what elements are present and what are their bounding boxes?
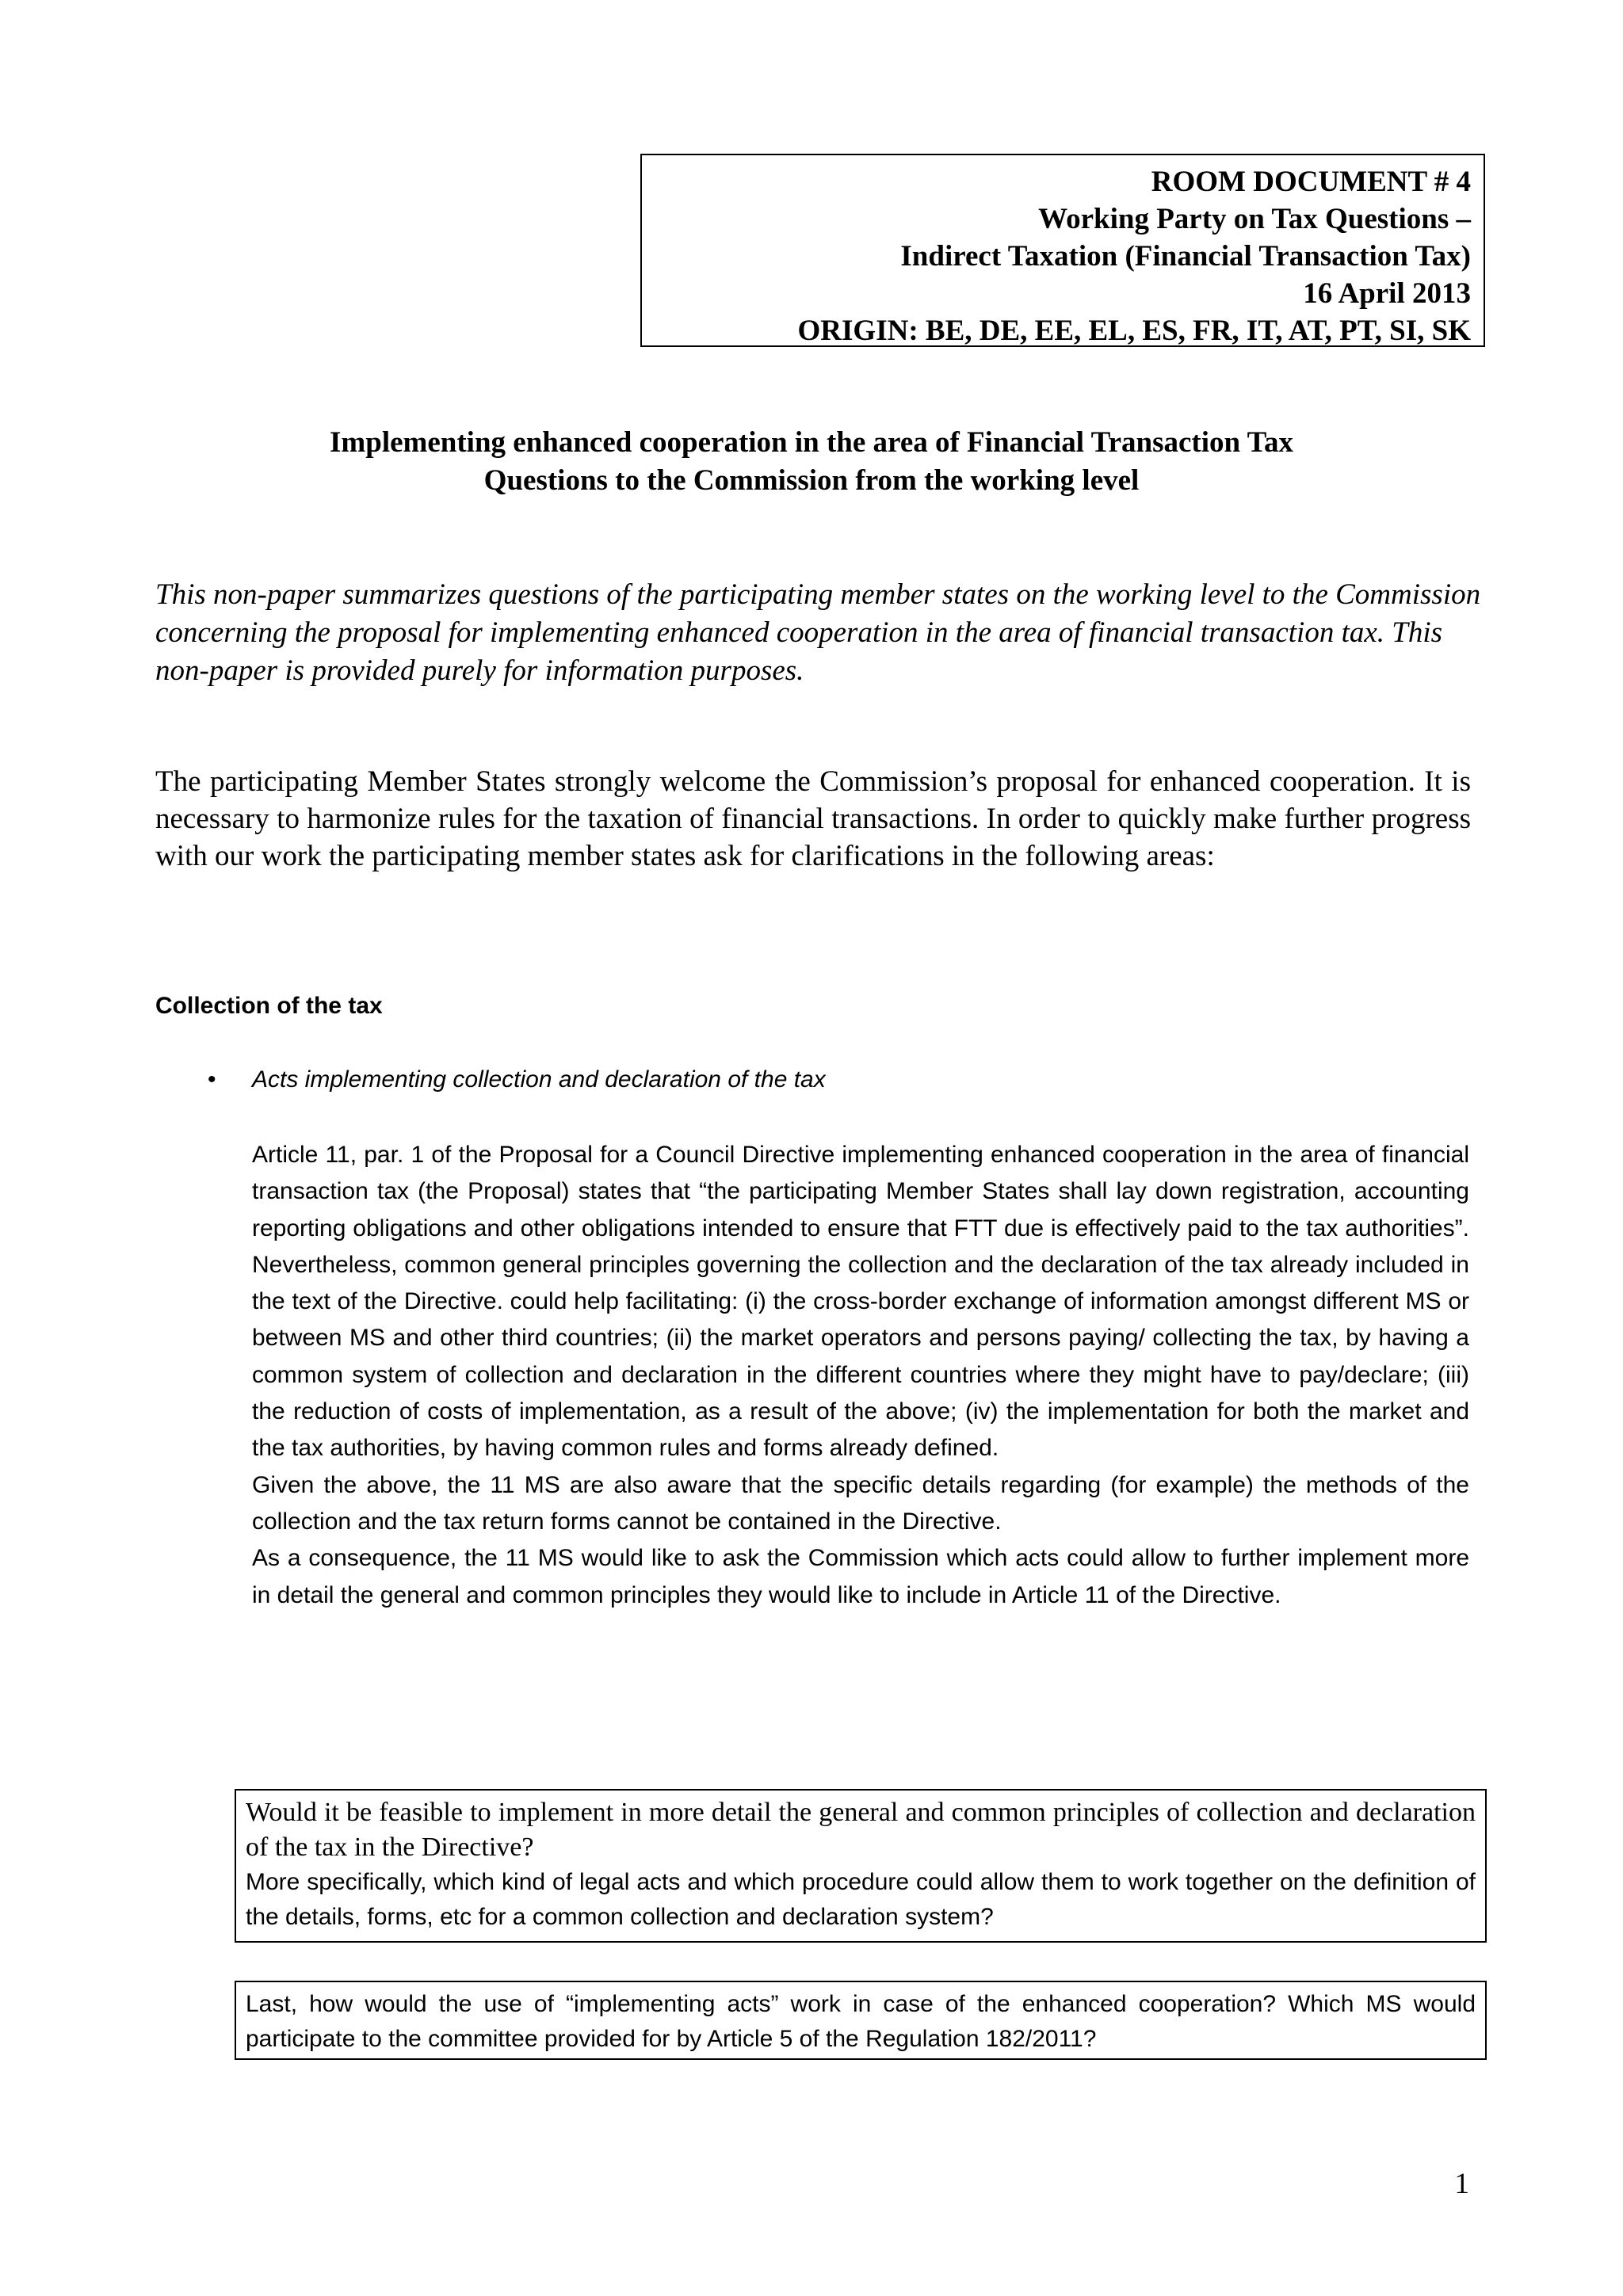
title-line-1: Implementing enhanced cooperation in the area of Financial Transaction Tax xyxy=(330,426,1293,459)
header-document-number: ROOM DOCUMENT # 4 xyxy=(1151,166,1471,198)
header-taxation-area: Indirect Taxation (Financial Transaction Tax) xyxy=(900,240,1471,273)
body-paragraph-1: Article 11, par. 1 of the Proposal for a Council Directive implementing enhanced cooperation in the area of financial transaction tax (the Proposal) states that “the participating Member States shall lay down registration, accounting reporting obligations and other obligations intended to ensure that FTT due is effectively paid to the tax authorities”. Nevertheless, common general principles governing the collection and the declaration of the tax already included in the text of the Directive. could help facilitating: (i) the cross-border exchange of information amongst different MS or between MS and other third countries; (ii) the market operators and persons paying/ collecting the tax, by having a common system of collection and declaration in the different countries where they might have to pay/declare; (iii) the reduction of costs of implementation, as a result of the above; (iv) the implementation for both the market and the tax authorities, by having common rules and forms already defined. xyxy=(252,1142,1469,1462)
room-document-header xyxy=(640,154,1485,347)
main-paragraph: The participating Member States strongly welcome the Commission’s proposal for enhanced cooperation. It is necessary to harmonize rules for the taxation of financial transactions. In order to quickly make further progress with our work the participating member states ask for clarifications in the following areas: xyxy=(155,765,1471,872)
body-paragraph-2: Given the above, the 11 MS are also aware that the specific details regarding (for example) the methods of the collection and the tax return forms cannot be contained in the Directive. xyxy=(252,1471,1469,1535)
header-working-party: Working Party on Tax Questions – xyxy=(1038,203,1471,235)
section-heading: Collection of the tax xyxy=(155,993,383,1019)
section-body xyxy=(252,1137,1469,1614)
question-1-serif-text: Would it be feasible to implement in more detail the general and common principles of collection and declaration of the tax in the Directive? xyxy=(246,1798,1476,1862)
intro-paragraph: This non-paper summarizes questions of the participating member states on the working level to the Commission concerning the proposal for implementing enhanced cooperation in the area of financial transaction tax. This non-paper is provided purely for information purposes. xyxy=(155,578,1481,687)
question-box-1 xyxy=(235,1789,1487,1943)
bullet-title: Acts implementing collection and declaration of the tax xyxy=(252,1066,826,1093)
header-origin: ORIGIN: BE, DE, EE, EL, ES, FR, IT, AT, PT, SI, SK xyxy=(797,315,1471,347)
body-paragraph-3: As a consequence, the 11 MS would like to ask the Commission which acts could allow to further implement more in detail the general and common principles they would like to include in Article 11 of the Directive. xyxy=(252,1545,1469,1608)
question-1-sans-text: More specifically, which kind of legal acts and which procedure could allow them to work together on the definition of the details, forms, etc for a common collection and declaration system? xyxy=(246,1869,1476,1930)
question-box-2 xyxy=(235,1981,1487,2060)
bullet-icon: • xyxy=(208,1066,216,1093)
header-date: 16 April 2013 xyxy=(1303,277,1471,310)
question-2-text: Last, how would the use of “implementing acts” work in case of the enhanced cooperation? Which MS would participate to the committee provided for by Article 5 of the Regulation 182/2011? xyxy=(246,1991,1476,2052)
page-number: 1 xyxy=(1454,2168,1469,2200)
document-title xyxy=(127,424,1496,500)
title-line-2: Questions to the Commission from the working level xyxy=(483,464,1140,497)
